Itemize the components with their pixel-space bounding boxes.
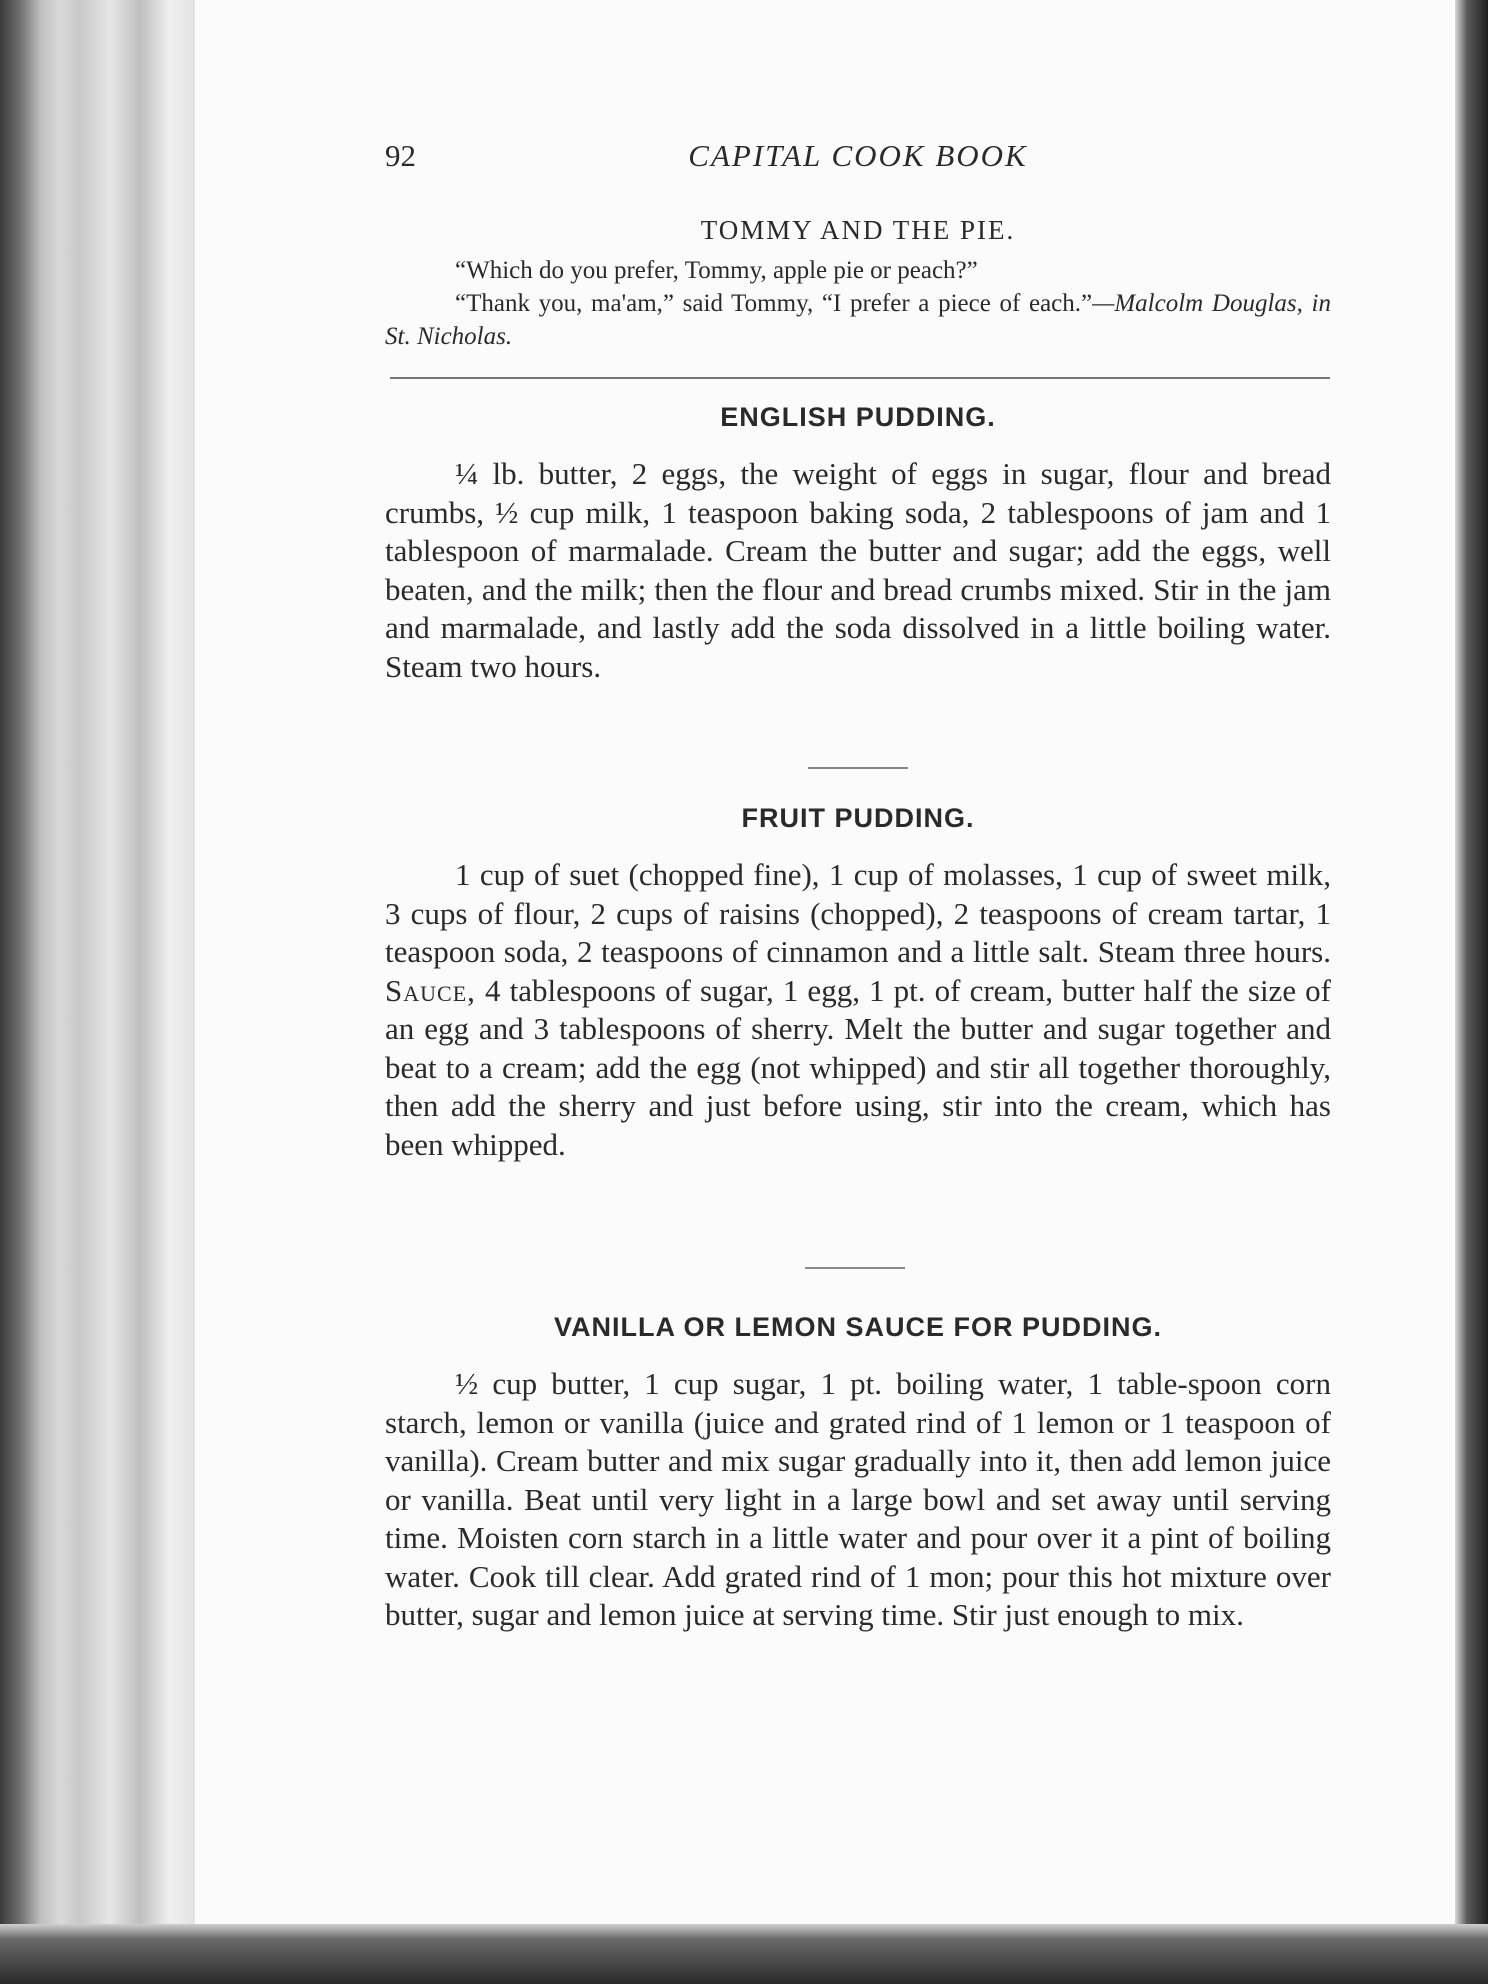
recipe-text: 4 tablespoons of sugar, 1 egg, 1 pt. of cream, butter half the size of an egg and 3 tablespoons of sherry. Melt the butter and sugar together and beat to a cream; add the egg (not whipped) and stir all together thoroughly, then add the sherry and just before using, stir into the cream, which has been whipped. <box>385 972 1332 1162</box>
recipe-body: ¼ lb. butter, 2 eggs, the weight of eggs in sugar, flour and bread crumbs, ½ cup milk, 1 teaspoon baking soda, 2 tablespoons of jam and 1 tablespoon of marmalade. Cream the butter and sugar; add the eggs, well beaten, and the milk; then the flour and bread crumbs mixed. Stir in the jam and marmalade, and lastly add the soda dissolved in a little boiling water. Steam two hours. <box>385 456 1331 684</box>
page-number: 92 <box>385 138 416 173</box>
anecdote <box>385 215 1331 353</box>
book-right-edge <box>1455 0 1488 1984</box>
recipe-english-pudding <box>385 402 1331 686</box>
short-divider <box>805 1267 905 1269</box>
short-divider <box>808 767 908 769</box>
book-bottom-edge <box>0 1924 1488 1984</box>
section-divider <box>390 377 1330 379</box>
running-head <box>385 138 1331 178</box>
anecdote-title: TOMMY AND THE PIE. <box>700 215 1016 245</box>
recipe-fruit-pudding <box>385 803 1331 1164</box>
recipe-vanilla-lemon-sauce <box>385 1312 1331 1635</box>
anecdote-line: “Which do you prefer, Tommy, apple pie or peach?” <box>455 257 978 284</box>
anecdote-line <box>385 287 1331 353</box>
book-page-edges <box>0 0 200 1984</box>
anecdote-attribution: —Malcolm Douglas, in St. Nicholas. <box>385 290 1331 350</box>
recipe-text: 1 cup of suet (chopped fine), 1 cup of molasses, 1 cup of sweet milk, 3 cups of flour, 2 cups of raisins (chopped), 2 teaspoons of cream tartar, 1 teaspoon soda, 2 teaspoons of cinnamon and a little salt. Steam three hours. <box>385 857 1331 969</box>
running-title: CAPITAL COOK BOOK <box>688 138 1028 173</box>
recipe-title: FRUIT PUDDING. <box>741 803 975 833</box>
anecdote-quote: “Thank you, ma'am,” said Tommy, “I prefer a piece of each.” <box>455 290 1093 317</box>
recipe-title: ENGLISH PUDDING. <box>720 402 996 432</box>
recipe-title: VANILLA OR LEMON SAUCE FOR PUDDING. <box>554 1312 1162 1342</box>
sauce-label: Sauce, <box>385 972 476 1008</box>
recipe-body: ½ cup butter, 1 cup sugar, 1 pt. boiling water, 1 table-spoon corn starch, lemon or vanilla (juice and grated rind of 1 lemon or 1 teaspoon of vanilla). Cream butter and mix sugar gradually into it, then add lemon juice or vanilla. Beat until very light in a large bowl and set away until serving time. Moisten corn starch in a little water and pour over it a pint of boiling water. Cook till clear. Add grated rind of 1 mon; pour this hot mixture over butter, sugar and lemon juice at serving time. Stir just enough to mix. <box>385 1366 1331 1632</box>
recipe-body <box>385 856 1331 1164</box>
